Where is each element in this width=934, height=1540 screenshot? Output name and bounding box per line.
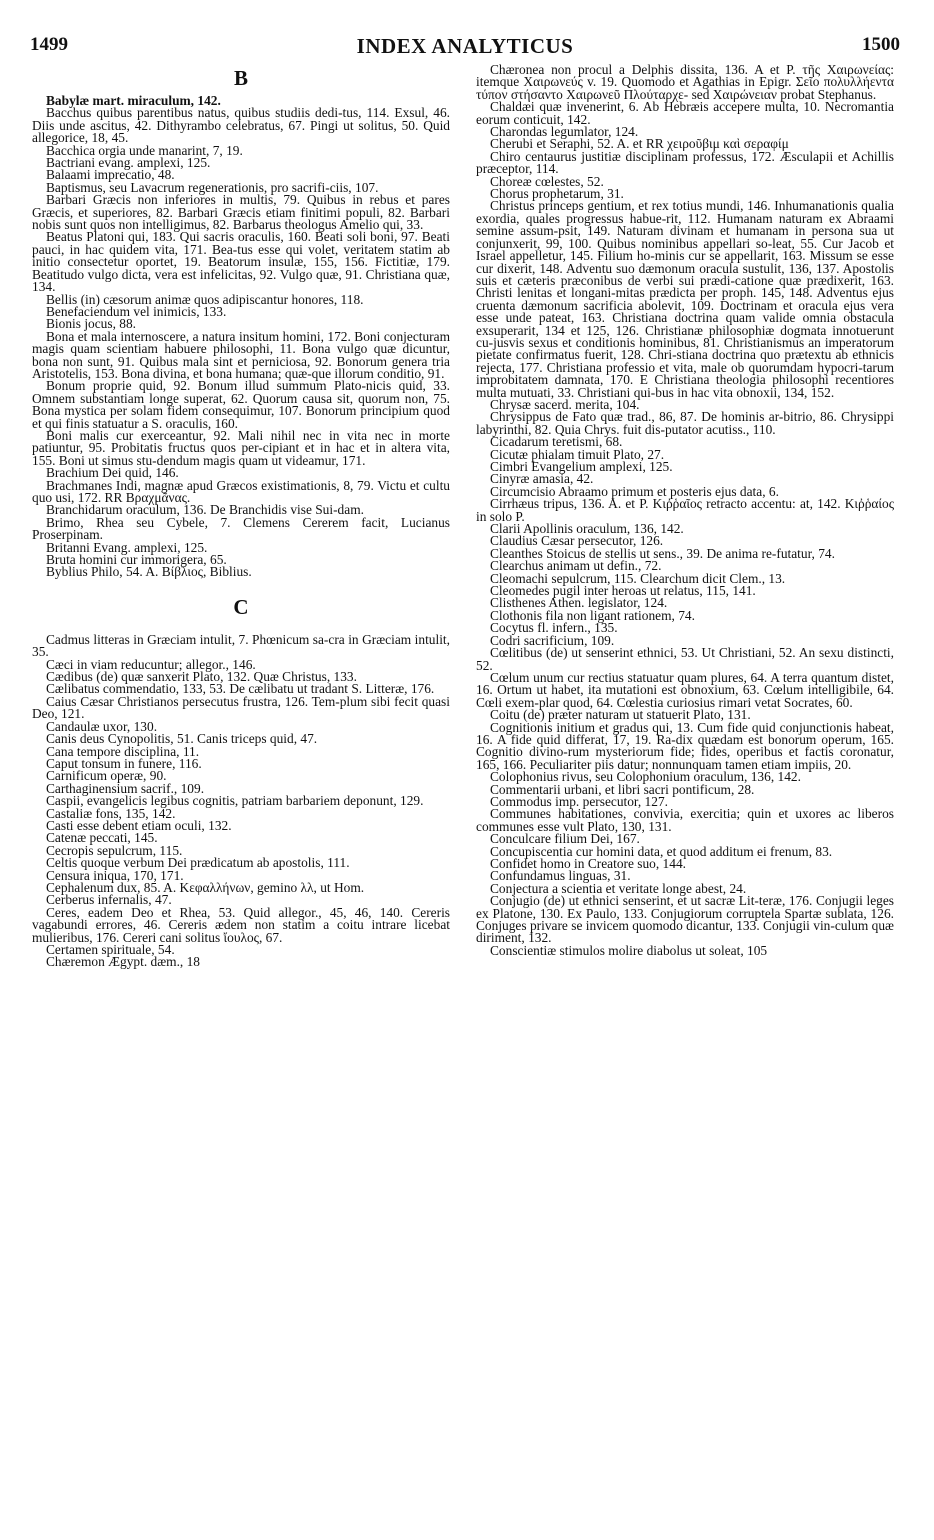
- index-entry: Canis deus Cynopolitis, 51. Canis triceps quid, 47.: [46, 731, 318, 747]
- index-entry: Caput tonsum in funere, 116.: [46, 755, 202, 771]
- index-entry: Chrysæ sacerd. merita, 104.: [490, 396, 640, 412]
- index-entry: Catenæ peccati, 145.: [46, 830, 158, 846]
- index-entry: Cana tempore disciplina, 11.: [46, 743, 200, 759]
- index-entry: Confundamus linguas, 31.: [490, 868, 631, 884]
- index-entry: Clearchus animam ut defin., 72.: [490, 558, 662, 574]
- index-entry: Coitu (de) præter naturam ut statuerit Plato, 131.: [490, 707, 751, 723]
- index-entry: Choreæ cœlestes, 52.: [490, 173, 604, 189]
- index-entry: Chrysippus de Fato quæ trad., 86, 87. De hominis ar-bitrio, 86. Chrysippi labyrinthi, 82. Quia Chrys. fuit dis-putator acutiss., 110.: [476, 409, 894, 437]
- index-entry: Cæci in viam reducuntur; allegor., 146.: [46, 656, 256, 672]
- index-entry: Communes habitationes, convivia, exercitia; quin et uxores ac liberos communes esse vult Plato, 130, 131.: [476, 806, 894, 834]
- index-entry: Cecropis sepulcrum, 115.: [46, 842, 183, 858]
- left-column: [32, 64, 450, 969]
- index-entry: Colophonius rivus, seu Colophonium oraculum, 136, 142.: [490, 769, 801, 785]
- index-entry: Bellis (in) cæsorum animæ quos adipiscantur honores, 118.: [46, 291, 364, 307]
- index-entry: Cicutæ phialam timuit Plato, 27.: [490, 446, 665, 462]
- index-entry: Christus princeps gentium, et rex totius mundi, 146. Inhumanationis qualia exordia, quales progressus habue-rit, 112. Humanam naturam ex Abraami semine assum-psit, 149. Naturam divinam et humanam in persona sua ut conjunxerit, 99, 100. Quibus nominibus appellari so-leat, 55. Cur Jacob et Israel appelletur, 145. Filium ho-minis cur se appellarit, 163. Missum se esse cur dixerit, 148. Adventu suo dæmonum oracula sustulit, 136, 137. Apostolis suis et cæteris præconibus de verbi sui prædi-catione quæ prædixerit, 163. Christi lenitas et longani-mitas prædicta per proph. 145, 148. Adventus ejus cruenta dæmonum sacrificia abolevit, 109. Doctrinam et oracula ejus vera esse unde pateat, 163. Christiana doctrina quam valide omnia obstacula exsuperarit, 134 et 125, 126. Christianæ philosophiæ dogmata innotuerunt cu-jusvis sexus et conditionis hominibus, 81. Christianismus an imperatorum pietate confirmatus fuerit, 128. Chri-stiana doctrina quo prætextu ab ethnicis rejecta, 177. Christiana professio et vita, male ob quorumdam hypocri-tarum improbitatem damnata, 170. E Christiana theologia philosophi recentiores multa mutuati, 33. Christiani qui-bus in hac vita obnoxii, 134, 152.: [476, 198, 894, 400]
- index-entry: Conscientiæ stimulos molire diabolus ut soleat, 105: [490, 942, 768, 958]
- index-entry: Babylæ mart. miraculum, 142.: [46, 93, 221, 108]
- index-entry: Bruta homini cur immorigera, 65.: [46, 552, 227, 568]
- index-entry: Bonum proprie quid, 92. Bonum illud summum Plato-nicis quid, 33. Omnem substantiam longe superat, 62. Quorum causa sit, quorum non, 75. Bona mystica per solam fidem consequimur, 107. Bonorum principium quod et qui finis statuatur a S. oraculis, 160.: [32, 378, 450, 431]
- page-number-right: 1500: [862, 34, 900, 55]
- index-entry: Cognitionis initium et gradus qui, 13. Cum fide quid conjunctionis habeat, 16. A fide quid differat, 17, 19. Ra-dix quædam est bonorum operum, 165. Cognitio divino-rum mysteriorum fide; fides, operibus et factis coronatur, 165, 166. Peculiariter piis datur; nonnunquam tamen etiam impiis, 20.: [476, 719, 894, 772]
- index-entry: Conjugio (de) ut ethnici senserint, et ut sacræ Lit-teræ, 176. Conjugii leges ex Platone, 130. Ex Paulo, 133. Conjugiorum corruptela Spartæ sublata, 126. Conjuges privare se invicem quomodo dicantur, 133. Conjugii vin-culum quæ diriment, 132.: [476, 893, 894, 946]
- index-entry: Chorus prophetarum, 31.: [490, 186, 624, 202]
- index-entry: Cinyræ amasia, 42.: [490, 471, 594, 487]
- index-entry: Clisthenes Athen. legislator, 124.: [490, 595, 668, 611]
- index-entry: Cleomedes pugil inter heroas ut relatus, 115, 141.: [490, 583, 756, 599]
- index-entry: Brimo, Rhea seu Cybele, 7. Clemens Cererem facit, Lucianus Proserpinam.: [32, 514, 450, 543]
- index-entry: Castaliæ fons, 135, 142.: [46, 805, 176, 821]
- index-entry: Commodus imp. persecutor, 127.: [490, 793, 668, 809]
- index-entry: Bona et mala internoscere, a natura insitum homini, 172. Boni conjecturam magis quam scientiam habuere philosophi, 11. Bona vulgo quæ dicuntur, bona non sunt, 91. Quibus mala sint et perniciosa, 92. Bonorum genera tria Aristotelis, 153. Bona divina, et bona humana; quæ-que illorum conditio, 91.: [32, 328, 450, 381]
- index-entry: Cœlitibus (de) ut senserint ethnici, 53. Ut Christiani, 52. An sexu distincti, 52.: [476, 645, 894, 673]
- index-entry: Circumcisio Abraamo primum et posteris ejus data, 6.: [490, 483, 779, 499]
- section-letter: B: [233, 66, 248, 90]
- index-entry: Bacchus quibus parentibus natus, quibus studiis dedi-tus, 114. Exsul, 46. Diis unde ascitus, 42. Dithyrambo celebratus, 67. Pingi ut solitus, 50. Quid allegorice, 18, 45.: [32, 105, 450, 146]
- index-entry: Cephalenum dux, 85. A. Κεφαλλήνων, gemino λλ, ut Hom.: [46, 879, 365, 895]
- index-entry: Caius Cæsar Christianos persecutus frustra, 126. Tem-plum sibi fecit quasi Deo, 121.: [32, 693, 450, 722]
- index-entry: Cœlum unum cur rectius statuatur quam plures, 64. A terra quantum distet, 16. Ortum ut habet, ita mutationi est obnoxium, 63. Cœlum intelligibile, 64. Cœli exem-plar quod, 64. Cœlestia curiosius rimari vetat Socrates, 60.: [476, 669, 894, 710]
- index-entry: Beatus Platoni qui, 183. Qui sacris oraculis, 160. Beati soli boni, 97. Beati pauci, in hac quidem vita, 171. Bea-tus esse qui volet, veritatem statim ab initio consectetur oportet, 19. Beatorum insulæ, 155, 156. Fictitiæ, 179. Beatitudo vulgo dicta, vera est infelicitas, 92. Vulgo quæ, 91. Christiana quæ, 134.: [32, 229, 450, 295]
- index-entry: Balaami imprecatio, 48.: [46, 167, 175, 183]
- index-entry: Branchidarum oraculum, 136. De Branchidis vise Sui-dam.: [46, 502, 364, 518]
- index-entry: Bactriani evang. amplexi, 125.: [46, 155, 211, 171]
- index-entry: Barbari Græcis non inferiores in multis, 79. Quibus in rebus et pares Græcis, et superiores, 82. Barbari Græcis etiam finitimi populi, 82. Barbari nobis sunt quos non intelligimus, 82. Barbarus theologus Amelio qui, 33.: [32, 192, 450, 233]
- index-entry: Ceres, eadem Deo et Rhea, 53. Quid allegor., 45, 46, 140. Cereris vagabundi errores, 46. Cereris ædem non statim a coitu intrare licebat mulieribus, 176. Cereri cani solitus ἴουλος, 67.: [32, 904, 450, 945]
- index-entry: Cleomachi sepulcrum, 115. Clearchum dicit Clem., 13.: [490, 570, 786, 586]
- index-entry: Candaulæ uxor, 130.: [46, 718, 158, 734]
- index-entry: Claudius Cæsar persecutor, 126.: [490, 533, 664, 549]
- index-entry: Cleanthes Stoicus de stellis ut sens., 39. De anima re-futatur, 74.: [490, 545, 835, 561]
- index-entry: Conculcare filium Dei, 167.: [490, 831, 640, 847]
- index-entry: Chiro centaurus justitiæ disciplinam professus, 172. Æsculapii et Achillis præceptor, 114.: [476, 148, 894, 177]
- index-entry: Cadmus litteras in Græciam intulit, 7. Phœnicum sa-cra in Græciam intulit, 35.: [32, 631, 450, 660]
- index-entry: Clothonis fila non ligant rationem, 74.: [490, 607, 695, 623]
- index-entry: Benefaciendum vel inimicis, 133.: [46, 303, 227, 319]
- page-number-left: 1499: [30, 34, 68, 55]
- index-entry: Cherubi et Seraphi, 52. A. et RR χειροῦβιμ καὶ σεραφίμ: [490, 136, 789, 152]
- index-entry: Cædibus (de) quæ sanxerit Plato, 132. Quæ Christus, 133.: [46, 669, 357, 685]
- index-entry: Chaldæi quæ invenerint, 6. Ab Hebræis accepere multa, 10. Necromantia eorum conticuit, 142.: [476, 99, 894, 127]
- index-entry: Certamen spirituale, 54.: [46, 942, 175, 957]
- index-entry: Brachmanes Indi, magnæ apud Græcos existimationis, 8, 79. Victu et cultu quo usi, 172. RR Βραχμᾶνας.: [32, 477, 450, 505]
- index-entry: Cælibatus commendatio, 133, 53. De cælibatu ut tradant S. Litteræ, 176.: [46, 681, 435, 697]
- index-entry: Conjectura a scientia et veritate longe abest, 24.: [490, 880, 747, 896]
- index-entry: Bacchica orgia unde manarint, 7, 19.: [46, 142, 243, 158]
- index-entry: Cirrhæus tripus, 136. A. et P. Κιῤῥαῖος retracto accentu: at, 142. Κιῤῥαίος in solo P.: [476, 496, 894, 524]
- page-header: [30, 34, 900, 58]
- index-entry: Byblius Philo, 54. A. Βίβλιος, Biblius.: [46, 564, 252, 580]
- index-entry: Casti esse debent etiam oculi, 132.: [46, 817, 232, 833]
- index-entry: Chæremon Ægypt. dæm., 18: [46, 954, 200, 970]
- index-entry: Carnificum operæ, 90.: [46, 768, 167, 784]
- index-entry: Codri sacrificium, 109.: [490, 632, 615, 648]
- index-entry: Clarii Apollinis oraculum, 136, 142.: [490, 521, 684, 537]
- index-entry: Caspii, evangelicis legibus cognitis, patriam barbariem deponunt, 129.: [46, 793, 424, 809]
- index-entry: Cerberus infernalis, 47.: [46, 892, 172, 908]
- index-entry: Charondas legumlator, 124.: [490, 124, 639, 140]
- index-entry: Cimbri Evangelium amplexi, 125.: [490, 459, 673, 474]
- index-entry: Chæronea non procul a Delphis dissita, 136. A et P. τῆς Χαιρωνείας: itemque Χαιρωνεύς v. 19. Quomodo et Agathias in Epigr. Σεῖο πολυλλήεντα τύπον στήσαντο Χαιρωνεῦ Πλούταρχε- sed Χαιρώνειαν probat Stephanus.: [476, 62, 894, 102]
- section-letter: C: [233, 594, 249, 619]
- index-entry: Brachium Dei quid, 146.: [46, 465, 179, 481]
- index-entry: Carthaginensium sacrif., 109.: [46, 780, 205, 796]
- index-entry: Britanni Evang. amplexi, 125.: [46, 539, 208, 555]
- page-title: INDEX ANALYTICUS: [356, 34, 574, 58]
- index-entry: Censura iniqua, 170, 171.: [46, 867, 184, 883]
- index-entry: Boni malis cur exerceantur, 92. Mali nihil nec in vita nec in morte patiuntur, 95. Probitatis fructus quos per-cipiant et in hac et in altera vita, 155. Boni ut simus stu-dendum magis quam ut videamur, 171.: [32, 427, 450, 468]
- index-entry: Baptismus, seu Lavacrum regenerationis, pro sacrifi-ciis, 107.: [46, 179, 379, 195]
- right-column: [476, 64, 894, 957]
- index-entry: Celtis quoque verbum Dei prædicatum ab apostolis, 111.: [46, 855, 350, 871]
- index-entry: Bionis jocus, 88.: [46, 316, 137, 332]
- index-entry: Concupiscentia cur homini data, et quod additum ei frenum, 83.: [490, 843, 833, 859]
- index-entry: Cocytus fl. infern., 135.: [490, 620, 618, 636]
- index-entry: Cicadarum teretismi, 68.: [490, 434, 623, 450]
- index-entry: Confidet homo in Creatore suo, 144.: [490, 856, 686, 871]
- index-entry: Commentarii urbani, et libri sacri pontificum, 28.: [490, 781, 755, 797]
